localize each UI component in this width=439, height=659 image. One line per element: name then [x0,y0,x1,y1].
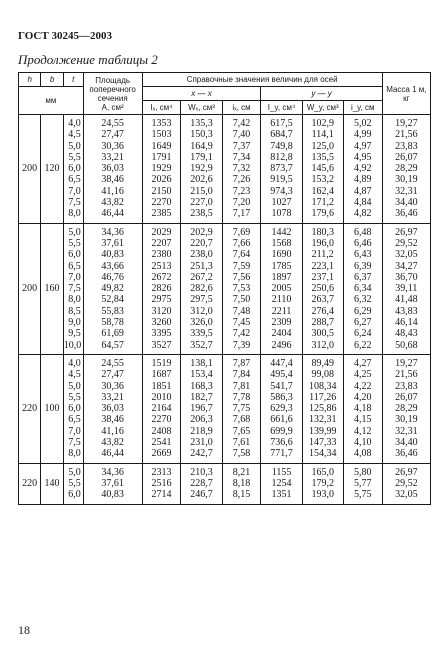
cell-h: 200 [19,223,41,354]
cell-b: 160 [41,223,63,354]
col-mass-header: Масса 1 м, кг [382,73,430,115]
cell-area: 34,36 37,61 40,83 43,66 46,76 49,82 52,84 55,83 58,78 61,69 64,57 [83,223,142,354]
cell-h: 220 [19,463,41,504]
cell-wx: 202,9 220,7 238,0 251,3 267,2 282,6 297,5 312,0 326,0 339,5 352,7 [181,223,222,354]
cell-wy: 165,0 179,2 193,0 [302,463,343,504]
table-continuation-title: Продолжение таблицы 2 [18,52,158,67]
axis-x-header: x — x [142,87,261,101]
cell-rx: 7,42 7,40 7,37 7,34 7,32 7,26 7,23 7,20 7,17 [222,115,261,224]
cell-wy: 102,9 114,1 125,0 135,5 145,6 153,2 162,4 171,2 179,6 [302,115,343,224]
cell-t: 5,0 5,5 6,0 [63,463,83,504]
cell-area: 34,36 37,61 40,83 [83,463,142,504]
cell-ix: 2313 2516 2714 [142,463,181,504]
cell-mass: 19,27 21,56 23,83 26,07 28,29 30,19 32,31 34,40 36,46 [382,354,430,463]
cell-iy: 1155 1254 1351 [261,463,302,504]
cell-wx: 135,3 150,3 164,9 179,1 192,9 202,6 215,0 227,0 238,5 [181,115,222,224]
cell-rx: 7,69 7,66 7,64 7,59 7,56 7,53 7,50 7,48 7,45 7,42 7,39 [222,223,261,354]
axis-y-header: y — y [261,87,382,101]
cell-b: 140 [41,463,63,504]
cell-b: 100 [41,354,63,463]
col-b-header: b [41,73,63,87]
col-area-header [83,73,142,115]
cell-iy: 1442 1568 1690 1785 1897 2005 2110 2211 2309 2404 2496 [261,223,302,354]
table-row-group-220-100 [19,354,431,463]
col-ry-header: i_y, см [343,101,382,115]
cell-ix: 1519 1687 1851 2010 2164 2270 2408 2541 2669 [142,354,181,463]
area-unit: A, см² [101,102,124,112]
area-label: Площадь поперечного сечения [89,75,136,103]
cell-rx: 7,87 7,84 7,81 7,78 7,75 7,68 7,65 7,61 7,58 [222,354,261,463]
col-wx-header: Wₓ, см³ [181,101,222,115]
col-iy-header: I_y, см⁴ [261,101,302,115]
col-rx-header: iₓ, см [222,101,261,115]
cell-iy: 617,5 684,7 749,8 812,8 873,7 919,5 974,3 1027 1078 [261,115,302,224]
col-ix-header: Iₓ, см⁴ [142,101,181,115]
col-wy-header: W_y, см³ [302,101,343,115]
cell-mass: 19,27 21,56 23,83 26,07 28,29 30,19 32,31 34,40 36,46 [382,115,430,224]
cell-ix: 2029 2207 2380 2513 2672 2826 2975 3120 3260 3395 3527 [142,223,181,354]
cell-h: 220 [19,354,41,463]
cell-ix: 1353 1503 1649 1791 1929 2026 2150 2270 2385 [142,115,181,224]
cell-h: 200 [19,115,41,224]
cell-t: 4,0 4,5 5,0 5,5 6,0 6,5 7,0 7,5 8,0 [63,354,83,463]
cell-area: 24,55 27,47 30,36 33,21 36,03 38,46 41,16 43,82 46,44 [83,115,142,224]
cell-ry: 4,27 4,25 4,22 4,20 4,18 4,15 4,12 4,10 4,08 [343,354,382,463]
cell-ry: 5,02 4,99 4,97 4,95 4,92 4,89 4,87 4,84 4,82 [343,115,382,224]
table-row-group-200-120 [19,115,431,224]
cell-ry: 6,48 6,46 6,43 6,39 6,37 6,34 6,32 6,29 6,27 6,24 6,22 [343,223,382,354]
cell-mass: 26,97 29,52 32,05 34,27 36,70 39,11 41,48 43,83 46,14 48,43 50,68 [382,223,430,354]
cell-mass: 26,97 29,52 32,05 [382,463,430,504]
col-h-header: h [19,73,41,87]
cell-rx: 8,21 8,18 8,15 [222,463,261,504]
cell-area: 24,55 27,47 30,36 33,21 36,03 38,46 41,16 43,82 46,44 [83,354,142,463]
table-row-group-200-160 [19,223,431,354]
cell-t: 5,0 5,5 6,0 6,5 7,0 7,5 8,0 8,5 9,0 9,5 10,0 [63,223,83,354]
col-t-header: t [63,73,83,87]
document-code: ГОСТ 30245—2003 [18,30,112,42]
cell-wy: 89,49 99,08 108,34 117,26 125,86 132,31 139,99 147,33 154,34 [302,354,343,463]
table-row-group-220-140 [19,463,431,504]
page-number: 18 [18,623,30,637]
ref-values-header: Справочные значения величин для осей [142,73,382,87]
cell-ry: 5,80 5,77 5,75 [343,463,382,504]
cell-wx: 138,1 153,4 168,3 182,7 196,7 206,3 218,9 231,0 242,7 [181,354,222,463]
cell-t: 4,0 4,5 5,0 5,5 6,0 6,5 7,0 7,5 8,0 [63,115,83,224]
cell-iy: 447,4 495,4 541,7 586,3 629,3 661,6 699,9 736,6 771,7 [261,354,302,463]
cell-wy: 180,3 196,0 211,2 223,1 237,1 250,6 263,7 276,4 288,7 300,5 312,0 [302,223,343,354]
profile-properties-table [18,72,431,505]
cell-b: 120 [41,115,63,224]
cell-wx: 210,3 228,7 246,7 [181,463,222,504]
unit-mm-header: мм [19,87,84,115]
